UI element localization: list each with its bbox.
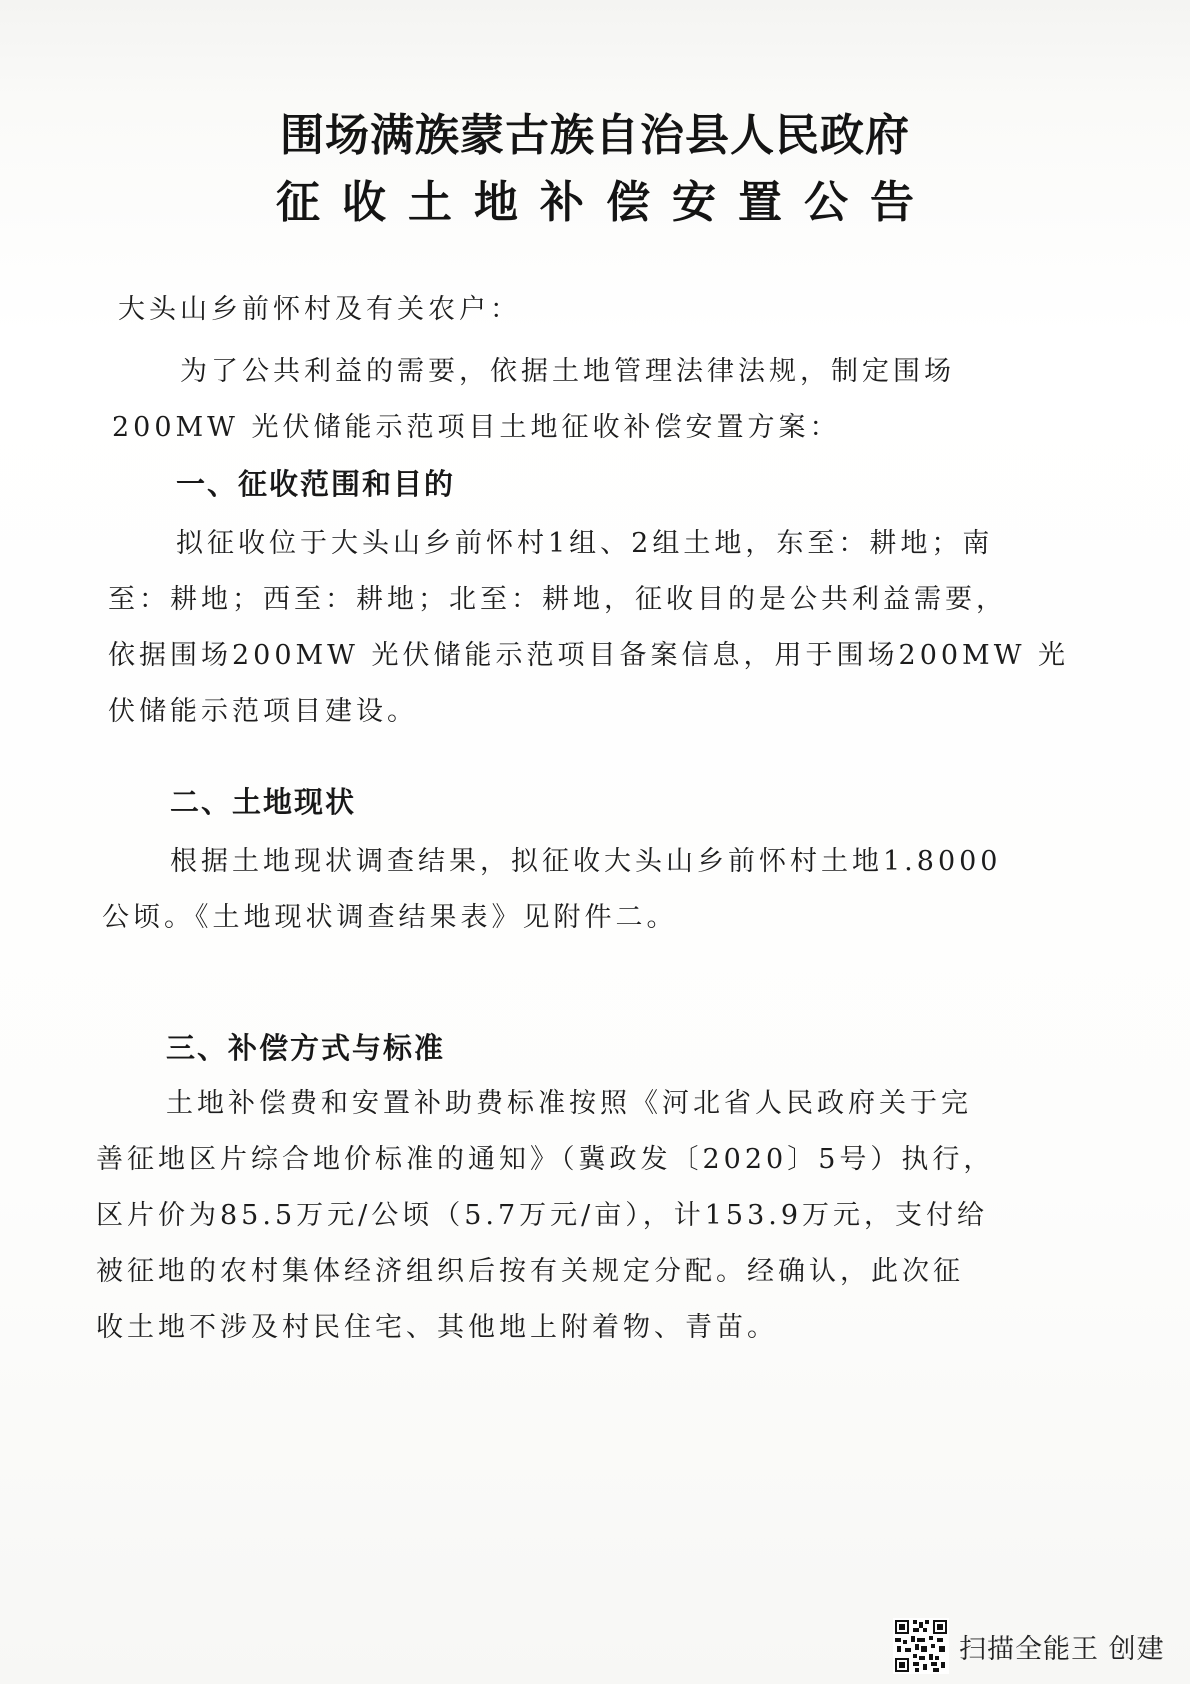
section-line: 依据围场200MW 光伏储能示范项目备案信息，用于围场200MW 光 — [108, 640, 1070, 671]
section-line: 被征地的农村集体经济组织后按有关规定分配。经确认，此次征 — [96, 1256, 964, 1287]
salutation: 大头山乡前怀村及有关农户： — [118, 294, 521, 325]
scanner-watermark-text: 扫描全能王 创建 — [959, 1633, 1165, 1665]
section-heading-compensation: 三、补偿方式与标准 — [166, 1031, 446, 1065]
section-line: 土地补偿费和安置补助费标准按照《河北省人民政府关于完 — [166, 1088, 972, 1119]
section-line: 公顷。《土地现状调查结果表》见附件二。 — [102, 902, 678, 933]
section-line: 区片价为85.5万元/公顷（5.7万元/亩），计153.9万元，支付给 — [96, 1200, 989, 1231]
intro-line: 为了公共利益的需要，依据土地管理法律法规，制定围场 — [180, 356, 955, 387]
section-line: 伏储能示范项目建设。 — [108, 696, 418, 727]
scanner-watermark — [893, 1616, 1183, 1676]
section-line: 根据土地现状调查结果，拟征收大头山乡前怀村土地1.8000 — [170, 846, 1002, 877]
qr-code-icon — [893, 1618, 949, 1674]
section-line: 至：耕地；西至：耕地；北至：耕地，征收目的是公共利益需要， — [108, 584, 1007, 615]
section-heading-status: 二、土地现状 — [170, 785, 357, 819]
document-title-line2: 征收土地补偿安置公告 — [276, 177, 936, 228]
section-line: 拟征收位于大头山乡前怀村1组、2组土地，东至：耕地；南 — [176, 528, 994, 559]
section-line: 善征地区片综合地价标准的通知》（冀政发〔2020〕5号）执行， — [96, 1144, 995, 1175]
section-heading-scope: 一、征收范围和目的 — [176, 467, 456, 501]
document-title-line1: 围场满族蒙古族自治县人民政府 — [280, 110, 910, 161]
section-line: 收土地不涉及村民住宅、其他地上附着物、青苗。 — [96, 1312, 778, 1343]
intro-line: 200MW 光伏储能示范项目土地征收补偿安置方案： — [112, 412, 841, 443]
